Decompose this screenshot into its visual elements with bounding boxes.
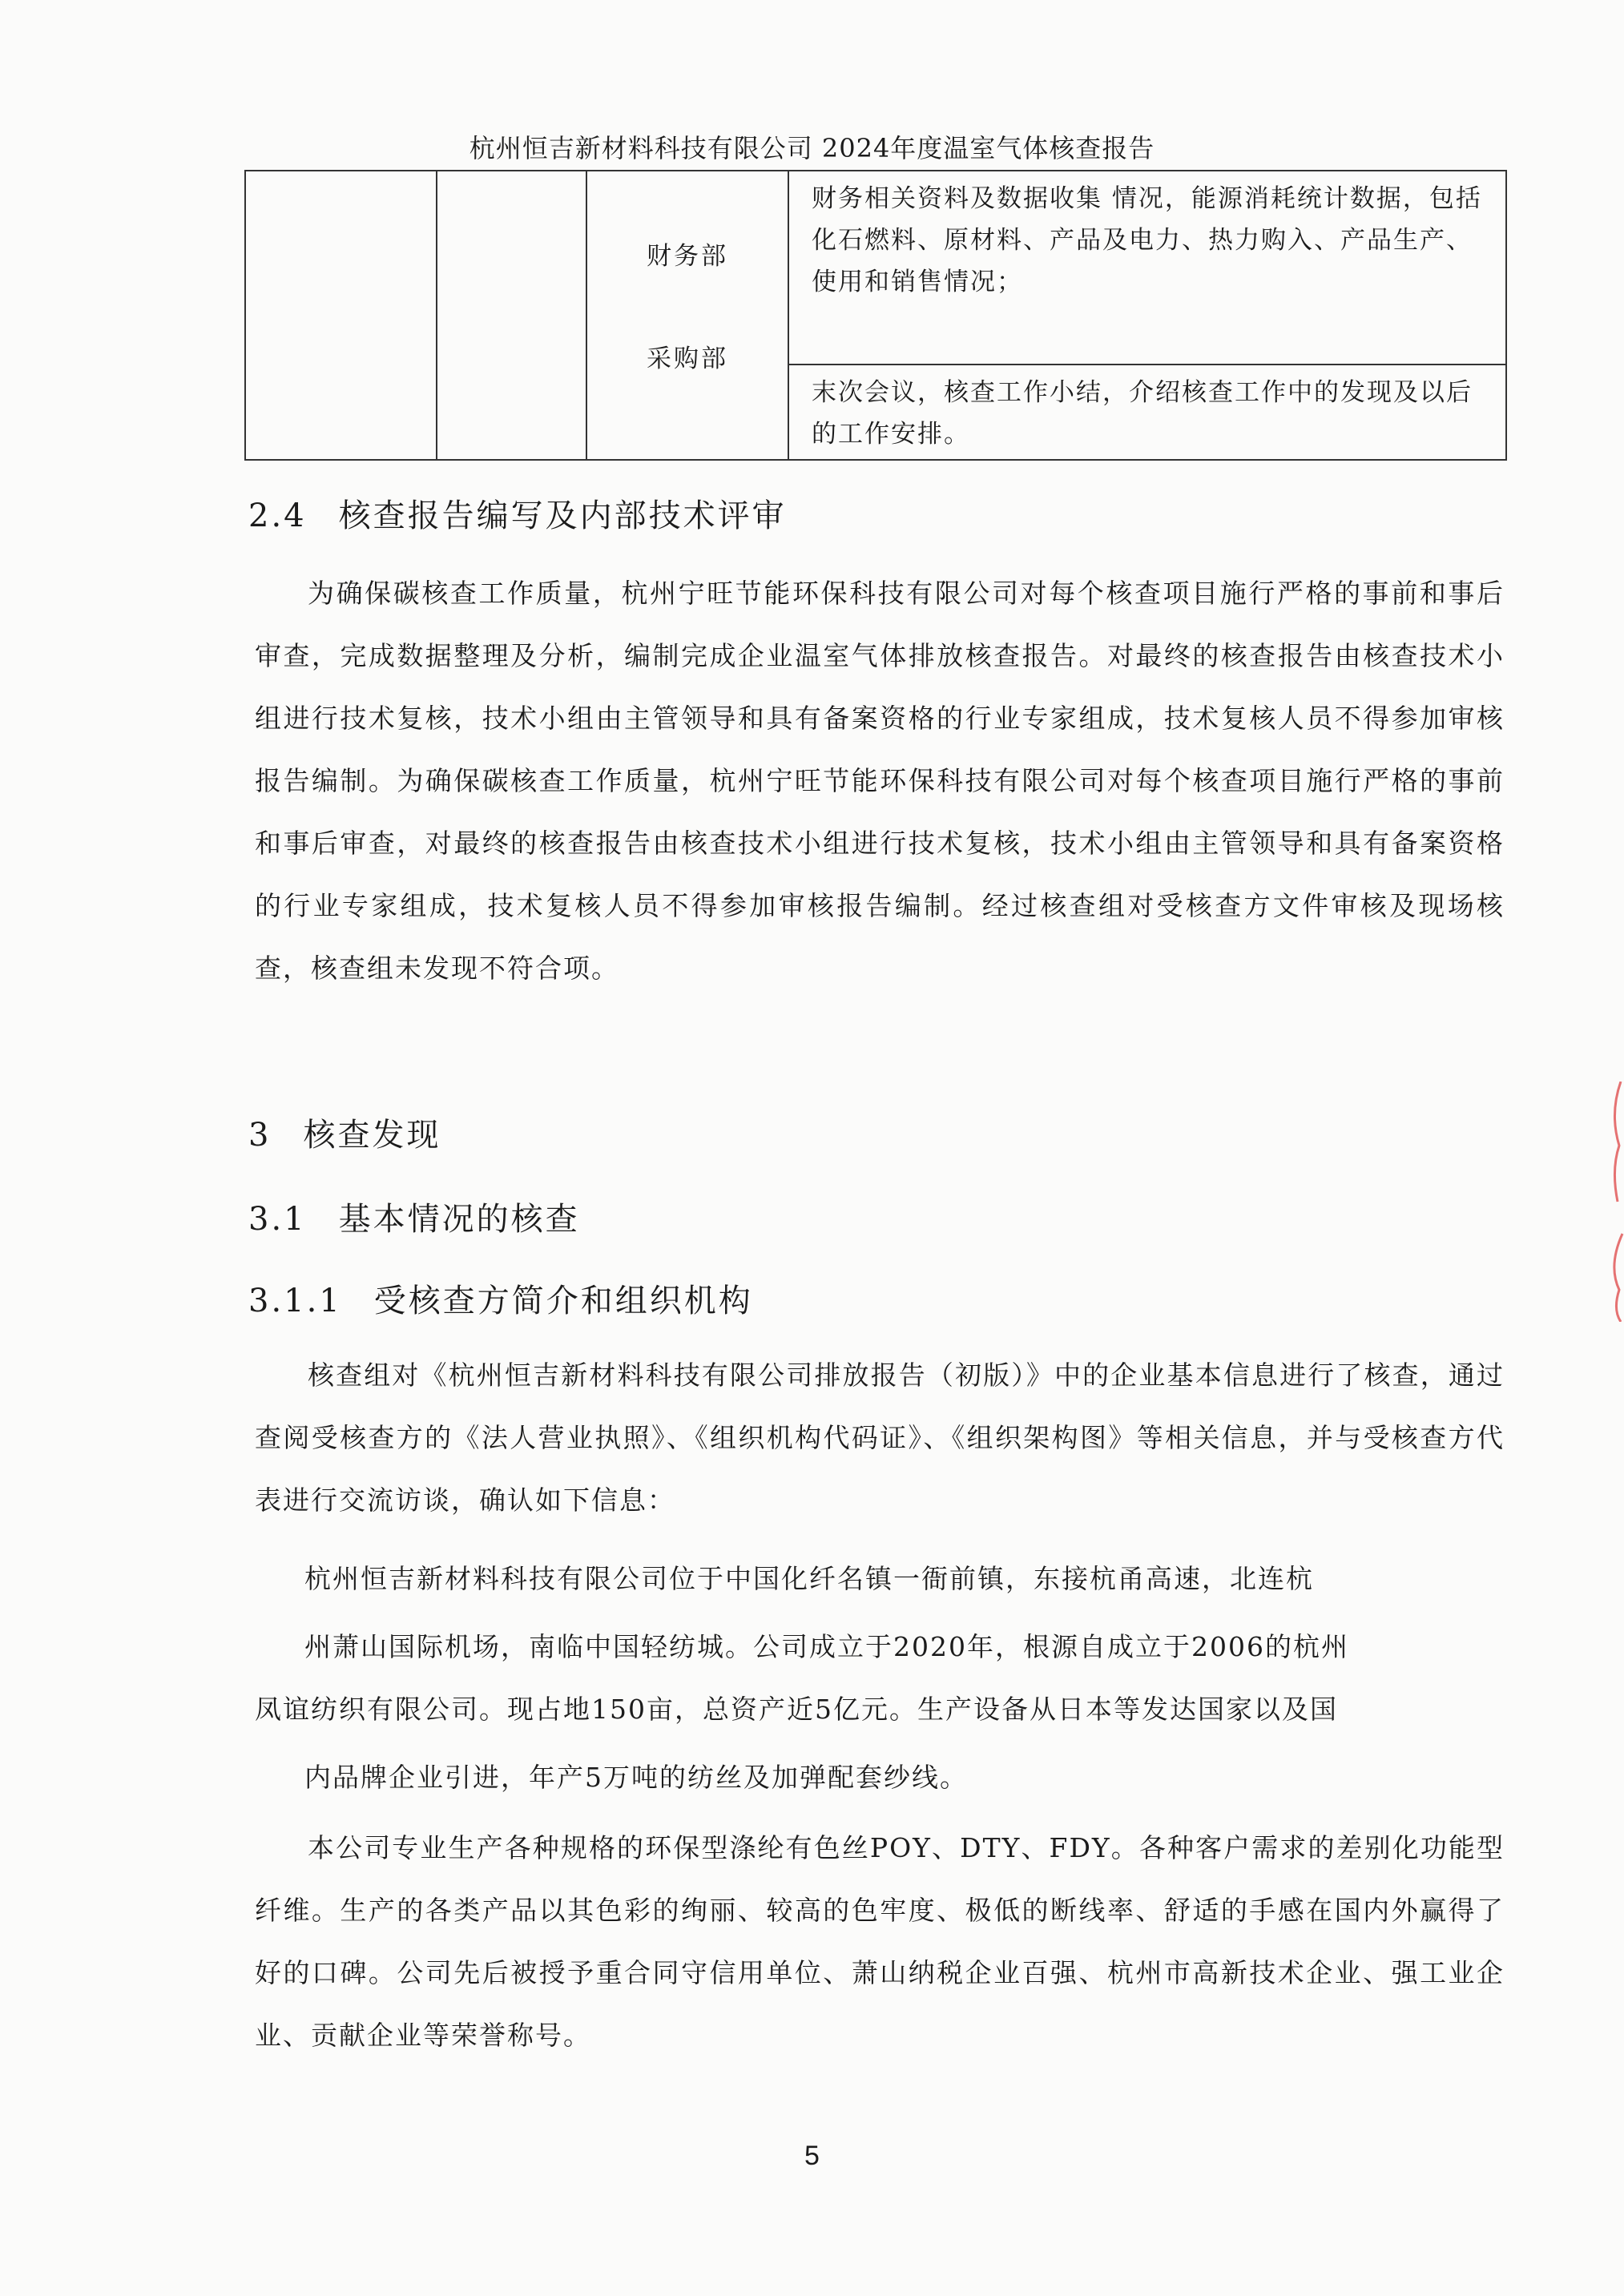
section-2-4-body: 为确保碳核查工作质量，杭州宁旺节能环保科技有限公司对每个核查项目施行严格的事前和事后审查，完成数据整理及分析，编制完成企业温室气体排放核查报告。对最终的核查报告由核查技术小组进行技术复核，技术小组由主管领导和具有备案资格的行业专家组成，技术复核人员不得参加审核报告编制。为确保碳核查工作质量，杭州宁旺节能环保科技有限公司对每个核查项目施行严格的事前和事后审查，对最终的核查报告由核查技术小组进行技术复核，技术小组由主管领导和具有备案资格的行业专家组成，技术复核人员不得参加审核报告编制。经过核查组对受核查方文件审核及现场核查，核查组未发现不符合项。	[255, 578, 1505, 984]
report-header-title: 杭州恒吉新材料科技有限公司 2024年度温室气体核查报告	[469, 133, 1155, 163]
section-title: 核查报告编写及内部技术评审	[338, 497, 787, 534]
section-3-1-1-intro: 核查组对《杭州恒吉新材料科技有限公司排放报告（初版）》中的企业基本信息进行了核查，通过查阅受核查方的《法人营业执照》、《组织机构代码证》、《组织架构图》等相关信息，并与受核查方代表进行交流访谈，确认如下信息：	[255, 1359, 1505, 1516]
section-heading-2-4	[248, 490, 787, 536]
section-heading-3-1	[248, 1194, 580, 1239]
company-description-line: 州萧山国际机场，南临中国轻纺城。公司成立于2020年，根源自成立于2006的杭州	[304, 1631, 1349, 1662]
company-description-line: 杭州恒吉新材料科技有限公司位于中国化纤名镇一衙前镇，东接杭甬高速，北连杭	[304, 1563, 1314, 1594]
products-paragraph: 本公司专业生产各种规格的环保型涤纶有色丝POY、DTY、FDY。各种客户需求的差别化功能型纤维。生产的各类产品以其色彩的绚丽、较高的色牢度、极低的断线率、舒适的手感在国内外赢得了好的口碑。公司先后被授予重合同守信用单位、萧山纳税企业百强、杭州市高新技术企业、强工业企业、贡献企业等荣誉称号。	[255, 1832, 1505, 2051]
section-number: 3.1	[248, 1201, 307, 1238]
work-content-cell: 财务相关资料及数据收集 情况，能源消耗统计数据，包括化石燃料、原材料、产品及电力、热力购入、产品生产、使用和销售情况；	[788, 171, 1506, 365]
section-number: 3	[248, 1117, 272, 1154]
red-seal-edge-icon	[1603, 1082, 1624, 1322]
table-row	[245, 171, 1506, 365]
section-title: 基本情况的核查	[338, 1201, 580, 1238]
table-cell-empty	[245, 171, 437, 460]
section-heading-3	[248, 1110, 441, 1155]
table-cell-empty	[437, 171, 586, 460]
section-heading-3-1-1	[248, 1275, 753, 1321]
department-cell	[586, 171, 788, 460]
section-title: 受核查方简介和组织机构	[373, 1283, 753, 1319]
section-number: 3.1.1	[248, 1283, 342, 1319]
company-description-line: 内品牌企业引进，年产5万吨的纺丝及加弹配套纱线。	[304, 1762, 968, 1793]
section-title: 核查发现	[303, 1117, 441, 1154]
work-content-cell: 末次会议，核查工作小结，介绍核查工作中的发现及以后的工作安排。	[788, 365, 1506, 460]
department-procurement: 采购部	[647, 344, 728, 373]
section-number: 2.4	[248, 497, 307, 534]
audit-schedule-table	[244, 170, 1507, 461]
company-description-line: 凤谊纺织有限公司。现占地150亩，总资产近5亿元。生产设备从日本等发达国家以及国	[255, 1694, 1338, 1725]
department-finance: 财务部	[647, 242, 728, 271]
page-number: 5	[804, 2141, 820, 2171]
